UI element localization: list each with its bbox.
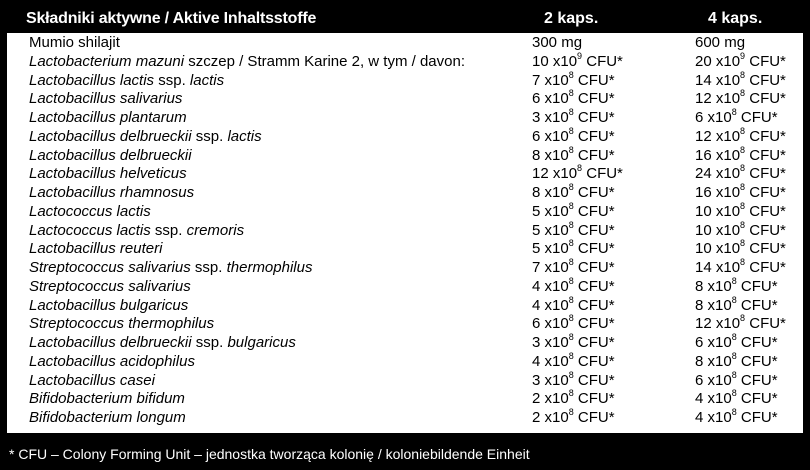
dose-2-capsules: 2 $x10^8$ CFU* xyxy=(532,388,615,408)
dose-2-capsules: 3 $x10^8$ CFU* xyxy=(532,332,615,351)
ingredient-name: Lactobacillus reuteri xyxy=(29,240,163,258)
table-row xyxy=(7,294,803,315)
dose-4-capsules: 6 $x10^8$ CFU* xyxy=(695,369,778,389)
ingredient-name: Bifidobacterium bifidum xyxy=(29,390,185,408)
ingredient-name: Streptococcus thermophilus xyxy=(29,315,215,333)
dose-2-capsules: 12 $x10^8$ CFU* xyxy=(532,163,623,183)
dose-2-capsules: 8 $x10^8$ CFU* xyxy=(532,182,615,201)
dose-2-capsules: 7 $x10^8$ CFU* xyxy=(532,257,615,276)
dose-2-capsules: 300 mg xyxy=(532,34,583,51)
ingredient-name: Lactococcus lactis xyxy=(29,202,151,220)
dose-4-capsules: 12 $x10^8$ CFU* xyxy=(695,88,786,108)
dose-4-capsules: 12 $x10^8$ CFU* xyxy=(695,125,786,145)
table-row xyxy=(7,334,803,352)
table-row xyxy=(7,240,803,258)
ingredient-name: Bifidobacterium longum xyxy=(29,409,186,426)
dose-4-capsules: 6 $x10^8$ CFU* xyxy=(695,332,778,351)
table-row xyxy=(7,315,803,333)
table-row xyxy=(7,219,803,240)
dose-4-capsules: 4 $x10^8$ CFU* xyxy=(695,407,778,426)
table-row xyxy=(7,259,803,277)
dose-2-capsules: 7 $x10^8$ CFU* xyxy=(532,69,615,89)
dose-4-capsules: 20 $x10^9$ CFU* xyxy=(695,50,786,70)
ingredient-name: Lactobacillus lactis ssp. lactis xyxy=(29,71,225,89)
header-ingredients: Składniki aktywne / Aktive Inhaltsstoffe xyxy=(26,10,317,27)
dose-4-capsules: 10 $x10^8$ CFU* xyxy=(695,219,786,239)
ingredients-table-body xyxy=(7,33,803,433)
dose-4-capsules: 8 $x10^8$ CFU* xyxy=(695,294,778,314)
ingredient-name: Lactococcus lactis ssp. cremoris xyxy=(29,221,245,239)
ingredient-name: Lactobacillus plantarum xyxy=(29,109,187,126)
ingredient-name: Lactobacillus bulgaricus xyxy=(29,296,189,314)
dose-2-capsules: 4 $x10^8$ CFU* xyxy=(532,350,615,370)
table-row xyxy=(7,184,803,202)
dose-4-capsules: 24 $x10^8$ CFU* xyxy=(695,163,786,183)
dose-2-capsules: 3 $x10^8$ CFU* xyxy=(532,369,615,389)
table-row xyxy=(7,144,803,165)
dose-4-capsules: 4 $x10^8$ CFU* xyxy=(695,388,778,408)
table-row xyxy=(7,390,803,408)
dose-4-capsules: 14 $x10^8$ CFU* xyxy=(695,69,786,89)
footnote: * CFU – Colony Forming Unit – jednostka tworząca kolonię / koloniebildende Einheit xyxy=(9,446,530,462)
dose-4-capsules: 10 $x10^8$ CFU* xyxy=(695,238,786,258)
dose-4-capsules: 6 $x10^8$ CFU* xyxy=(695,107,778,126)
table-row xyxy=(7,90,803,108)
table-row xyxy=(7,34,803,52)
dose-2-capsules: 10 $x10^9$ CFU* xyxy=(532,50,623,70)
table-row xyxy=(7,275,803,296)
ingredient-name: Lactobacillus rhamnosus xyxy=(29,184,195,201)
table-row xyxy=(7,350,803,371)
ingredient-name: Lactobacillus delbrueckii ssp. bulgaricus xyxy=(29,334,296,351)
table-row xyxy=(7,109,803,127)
ingredient-name: Streptococcus salivarius ssp. thermophilus xyxy=(29,259,313,276)
table-row xyxy=(7,50,803,71)
dose-2-capsules: 6 $x10^8$ CFU* xyxy=(532,125,615,145)
ingredient-name: Lactobacillus delbrueckii xyxy=(29,146,192,164)
dose-2-capsules: 5 $x10^8$ CFU* xyxy=(532,219,615,239)
dose-4-capsules: 14 $x10^8$ CFU* xyxy=(695,257,786,276)
dose-2-capsules: 4 $x10^8$ CFU* xyxy=(532,275,615,295)
ingredient-name: Lactobacillus delbrueckii ssp. lactis xyxy=(29,127,262,145)
dose-4-capsules: 10 $x10^8$ CFU* xyxy=(695,200,786,220)
ingredient-name: Streptococcus salivarius xyxy=(29,277,191,295)
ingredient-name: Mumio shilajit xyxy=(29,34,120,51)
dose-2-capsules: 3 $x10^8$ CFU* xyxy=(532,107,615,126)
ingredient-name: Lactobacillus casei xyxy=(29,371,155,389)
dose-4-capsules: 16 $x10^8$ CFU* xyxy=(695,144,786,164)
table-row xyxy=(7,200,803,221)
table-row xyxy=(7,369,803,390)
table-row xyxy=(7,125,803,146)
dose-2-capsules: 6 $x10^8$ CFU* xyxy=(532,313,615,333)
dose-4-capsules: 8 $x10^8$ CFU* xyxy=(695,350,778,370)
table-row xyxy=(7,409,803,427)
table-row xyxy=(7,69,803,90)
dose-4-capsules: 600 mg xyxy=(695,34,746,51)
ingredient-name: Lactobacillus acidophilus xyxy=(29,352,195,370)
header-2-capsules: 2 kaps. xyxy=(544,10,599,27)
header-4-capsules: 4 kaps. xyxy=(708,10,763,27)
dose-2-capsules: 8 $x10^8$ CFU* xyxy=(532,144,615,164)
table-header xyxy=(6,6,804,33)
dose-2-capsules: 5 $x10^8$ CFU* xyxy=(532,238,615,258)
dose-2-capsules: 2 $x10^8$ CFU* xyxy=(532,407,615,426)
ingredient-name: Lactobacillus salivarius xyxy=(29,90,183,108)
ingredient-name: Lactobacterium mazuni szczep / Stramm Karine 2, w tym / davon: xyxy=(29,52,466,70)
ingredient-name: Lactobacillus helveticus xyxy=(29,165,187,183)
dose-4-capsules: 16 $x10^8$ CFU* xyxy=(695,182,786,201)
dose-4-capsules: 8 $x10^8$ CFU* xyxy=(695,275,778,295)
dose-2-capsules: 6 $x10^8$ CFU* xyxy=(532,88,615,108)
dose-4-capsules: 12 $x10^8$ CFU* xyxy=(695,313,786,333)
dose-2-capsules: 4 $x10^8$ CFU* xyxy=(532,294,615,314)
table-row xyxy=(7,165,803,183)
dose-2-capsules: 5 $x10^8$ CFU* xyxy=(532,200,615,220)
